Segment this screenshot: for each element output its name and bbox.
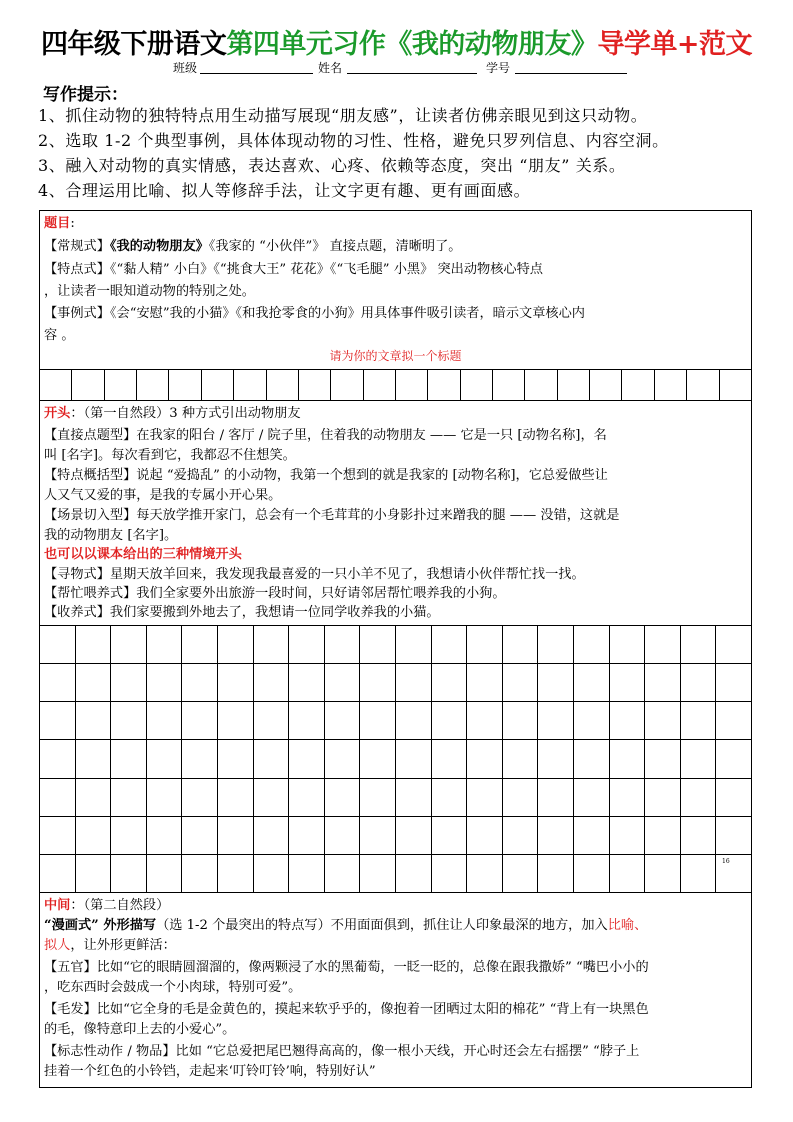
grid-row[interactable] — [40, 778, 752, 816]
grid-cell[interactable] — [111, 778, 147, 816]
grid-cell[interactable] — [431, 778, 467, 816]
grid-cell[interactable] — [557, 370, 589, 401]
grid-cell[interactable] — [680, 778, 716, 816]
grid-cell[interactable] — [431, 626, 467, 664]
grid-cell[interactable] — [266, 370, 298, 401]
grid-cell[interactable] — [111, 664, 147, 702]
grid-cell[interactable] — [573, 740, 609, 778]
grid-cell[interactable] — [217, 664, 253, 702]
opening-line-2: 叫 [名字]。每次看到它，我都忍不住想笑。 — [44, 448, 296, 463]
grid-cell[interactable] — [680, 664, 716, 702]
grid-cell[interactable] — [253, 778, 289, 816]
opening-line-6: 我的动物朋友 [名字]。 — [44, 528, 178, 543]
grid-cell[interactable] — [75, 664, 111, 702]
grid-cell[interactable] — [395, 702, 431, 740]
grid-cell[interactable] — [360, 854, 396, 892]
grid-cell[interactable] — [182, 626, 218, 664]
grid-cell[interactable] — [609, 626, 645, 664]
grid-cell[interactable] — [111, 740, 147, 778]
grid-cell[interactable] — [716, 816, 752, 854]
fur-line-1: 【毛发】比如“它全身的毛是金黄色的，摸起来软乎乎的，像抱着一团晒过太阳的棉花” “背上有一块黑色 — [44, 1002, 649, 1017]
grid-cell[interactable] — [360, 626, 396, 664]
grid-cell[interactable] — [395, 854, 431, 892]
grid-cell[interactable] — [573, 854, 609, 892]
topic-line-4: 【事例式】《会“安慰”我的小猫》《和我抢零食的小狗》用具体事件吸引读者，暗示文章核心内 — [44, 306, 585, 321]
grid-cell[interactable] — [502, 816, 538, 854]
grid-cell[interactable] — [680, 740, 716, 778]
grid-cell[interactable] — [324, 854, 360, 892]
grid-cell[interactable] — [502, 626, 538, 664]
grid-cell[interactable] — [289, 740, 325, 778]
grid-cell[interactable] — [573, 702, 609, 740]
grid-cell[interactable] — [40, 370, 72, 401]
scenario-3: 【收养式】我们家要搬到外地去了，我想请一位同学收养我的小猫。 — [44, 605, 440, 620]
alt-opening-heading: 也可以以课本给出的三种情境开头 — [44, 547, 242, 562]
grid-cell[interactable] — [40, 626, 76, 664]
grid-cell[interactable] — [538, 816, 574, 854]
grid-cell[interactable] — [645, 740, 681, 778]
grid-cell[interactable] — [324, 626, 360, 664]
grid-cell[interactable] — [622, 370, 654, 401]
grid-cell[interactable] — [253, 626, 289, 664]
grid-cell[interactable] — [75, 778, 111, 816]
grid-cell[interactable] — [395, 740, 431, 778]
grid-cell[interactable] — [467, 740, 503, 778]
grid-cell[interactable] — [654, 370, 686, 401]
middle-heading: 中间：（第二自然段） — [44, 898, 170, 913]
grid-cell[interactable] — [609, 778, 645, 816]
grid-cell[interactable] — [467, 778, 503, 816]
grid-cell[interactable] — [75, 854, 111, 892]
grid-cell[interactable] — [395, 370, 427, 401]
grid-cell[interactable] — [573, 664, 609, 702]
title-unit: 第四单元习作《我的动物朋友》 — [226, 29, 598, 60]
grid-cell[interactable] — [467, 664, 503, 702]
grid-cell[interactable] — [609, 740, 645, 778]
name-label: 姓名 — [318, 61, 343, 75]
grid-cell[interactable] — [360, 702, 396, 740]
grid-cell[interactable] — [104, 370, 136, 401]
grid-cell[interactable] — [609, 854, 645, 892]
tip-2: 2、选取 1-2 个典型事例，具体体现动物的习性、性格，避免只罗列信息、内容空洞。 — [38, 131, 669, 150]
grid-cell[interactable] — [40, 816, 76, 854]
grid-cell[interactable] — [75, 702, 111, 740]
grid-cell[interactable] — [525, 370, 557, 401]
grid-cell[interactable] — [395, 778, 431, 816]
grid-cell[interactable] — [217, 854, 253, 892]
grid-cell[interactable] — [645, 626, 681, 664]
action-line-1: 【标志性动作 / 物品】比如 “它总爱把尾巴翘得高高的，像一根小天线，开心时还会左右摇摆” “脖子上 — [44, 1044, 640, 1059]
grid-cell[interactable] — [331, 370, 363, 401]
grid-cell[interactable] — [253, 816, 289, 854]
grid-cell[interactable] — [146, 854, 182, 892]
grid-row[interactable] — [40, 702, 752, 740]
grid-cell[interactable] — [360, 740, 396, 778]
grid-cell[interactable] — [467, 854, 503, 892]
tip-1: 1、抓住动物的独特特点用生动描写展现“朋友感”，让读者仿佛亲眼见到这只动物。 — [38, 106, 648, 125]
grid-cell[interactable] — [493, 370, 525, 401]
grid-cell[interactable] — [360, 664, 396, 702]
grid-cell[interactable] — [75, 740, 111, 778]
grid-cell[interactable] — [146, 626, 182, 664]
grid-row[interactable] — [40, 664, 752, 702]
class-field[interactable] — [200, 73, 313, 74]
title-writing-grid[interactable] — [39, 369, 752, 401]
grid-count-note: 16 — [722, 858, 730, 865]
grid-cell[interactable] — [72, 370, 104, 401]
grid-cell[interactable] — [716, 664, 752, 702]
topic-line-3: ，让读者一眼知道动物的特别之处。 — [44, 284, 255, 299]
grid-cell[interactable] — [75, 626, 111, 664]
grid-cell[interactable] — [146, 702, 182, 740]
grid-cell[interactable] — [716, 626, 752, 664]
grid-cell[interactable] — [182, 816, 218, 854]
grid-cell[interactable] — [502, 702, 538, 740]
opening-heading: 开头：（第一自然段）3 种方式引出动物朋友 — [44, 406, 301, 421]
id-field[interactable] — [515, 73, 627, 74]
grid-cell[interactable] — [431, 816, 467, 854]
grid-cell[interactable] — [502, 854, 538, 892]
grid-row[interactable] — [40, 626, 752, 664]
grid-cell[interactable] — [428, 370, 460, 401]
opening-section — [39, 400, 752, 626]
tips-heading: 写作提示： — [43, 85, 128, 105]
grid-cell[interactable] — [395, 816, 431, 854]
page-title — [0, 22, 793, 61]
grid-cell[interactable] — [716, 740, 752, 778]
grid-cell[interactable] — [253, 702, 289, 740]
appearance-heading-cont: 拟人，让外形更鲜活： — [44, 938, 176, 953]
grid-cell[interactable] — [609, 702, 645, 740]
grid-cell[interactable] — [289, 702, 325, 740]
grid-cell[interactable] — [253, 664, 289, 702]
tip-4: 4、合理运用比喻、拟人等修辞手法，让文字更有趣、更有画面感。 — [38, 181, 531, 200]
grid-row[interactable] — [40, 816, 752, 854]
opening-line-1: 【直接点题型】在我家的阳台 / 客厅 / 院子里，住着我的动物朋友 —— 它是一只 [动物名称]，名 — [44, 428, 607, 443]
grid-cell[interactable] — [146, 816, 182, 854]
grid-cell[interactable] — [217, 702, 253, 740]
grid-cell[interactable] — [324, 664, 360, 702]
grid-cell[interactable] — [467, 702, 503, 740]
grid-cell[interactable] — [324, 702, 360, 740]
grid-cell[interactable] — [146, 740, 182, 778]
grid-cell[interactable] — [111, 816, 147, 854]
grid-cell[interactable] — [680, 702, 716, 740]
grid-cell[interactable] — [289, 626, 325, 664]
grid-cell[interactable] — [645, 854, 681, 892]
id-label: 学号 — [486, 61, 511, 75]
grid-cell[interactable] — [573, 626, 609, 664]
grid-cell[interactable] — [395, 626, 431, 664]
features-line-2: ，吃东西时会鼓成一个小肉球，特别可爱”。 — [44, 980, 302, 995]
grid-cell[interactable] — [538, 702, 574, 740]
class-label: 班级 — [173, 61, 198, 75]
middle-section — [39, 892, 752, 1088]
grid-cell[interactable] — [467, 816, 503, 854]
grid-cell[interactable] — [573, 816, 609, 854]
topic-section — [39, 210, 752, 370]
grid-row[interactable] — [40, 740, 752, 778]
grid-cell[interactable] — [502, 664, 538, 702]
grid-cell[interactable] — [360, 816, 396, 854]
grid-cell[interactable] — [502, 778, 538, 816]
grid-cell[interactable] — [146, 664, 182, 702]
grid-cell[interactable] — [298, 370, 330, 401]
grid-cell[interactable] — [590, 370, 622, 401]
grid-cell[interactable] — [40, 854, 76, 892]
appearance-heading: “漫画式” 外形描写（选 1-2 个最突出的特点写）不用面面俱到，抓住让人印象最深的地方，加入比喻、 — [44, 918, 648, 933]
grid-cell[interactable] — [431, 664, 467, 702]
grid-cell[interactable] — [431, 740, 467, 778]
grid-cell[interactable] — [573, 778, 609, 816]
grid-cell[interactable] — [460, 370, 492, 401]
grid-cell[interactable] — [40, 702, 76, 740]
grid-cell[interactable] — [538, 664, 574, 702]
grid-cell[interactable] — [217, 778, 253, 816]
grid-cell[interactable] — [40, 664, 76, 702]
grid-cell[interactable] — [182, 778, 218, 816]
grid-cell[interactable] — [680, 854, 716, 892]
grid-cell[interactable] — [687, 370, 719, 401]
grid-cell[interactable] — [538, 854, 574, 892]
grid-cell[interactable] — [234, 370, 266, 401]
grid-cell[interactable] — [538, 740, 574, 778]
opening-writing-grid[interactable] — [39, 625, 752, 893]
grid-cell[interactable] — [253, 740, 289, 778]
grid-cell[interactable] — [182, 740, 218, 778]
grid-cell[interactable] — [40, 778, 76, 816]
grid-cell[interactable] — [363, 370, 395, 401]
features-line-1: 【五官】比如“它的眼睛圆溜溜的，像两颗浸了水的黑葡萄，一眨一眨的，总像在跟我撒娇” “嘴巴小小的 — [44, 960, 649, 975]
title-type: 导学单+范文 — [597, 29, 753, 60]
grid-cell[interactable] — [111, 702, 147, 740]
title-grade: 四年级下册语文 — [40, 29, 227, 60]
fur-line-2: 的毛，像特意印上去的小爱心”。 — [44, 1022, 236, 1037]
grid-cell[interactable] — [467, 626, 503, 664]
grid-cell[interactable] — [609, 664, 645, 702]
grid-cell[interactable] — [75, 816, 111, 854]
grid-cell[interactable] — [182, 702, 218, 740]
opening-line-5: 【场景切入型】每天放学推开家门，总会有一个毛茸茸的小身影扑过来蹭我的腿 —— 没错，这就是 — [44, 508, 620, 523]
topic-line-1: 【常规式】《我的动物朋友》《我家的 “小伙伴”》 直接点题，清晰明了。 — [44, 239, 462, 254]
grid-cell[interactable] — [217, 816, 253, 854]
grid-cell[interactable] — [289, 778, 325, 816]
scenario-1: 【寻物式】星期天放羊回来，我发现我最喜爱的一只小羊不见了，我想请小伙伴帮忙找一找。 — [44, 567, 585, 582]
grid-cell[interactable] — [645, 702, 681, 740]
grid-cell[interactable] — [680, 626, 716, 664]
grid-cell[interactable] — [538, 626, 574, 664]
grid-cell[interactable] — [716, 778, 752, 816]
grid-cell[interactable] — [645, 816, 681, 854]
grid-cell[interactable] — [217, 740, 253, 778]
grid-cell[interactable] — [719, 370, 751, 401]
grid-cell[interactable] — [502, 740, 538, 778]
grid-cell[interactable] — [716, 702, 752, 740]
grid-cell[interactable] — [182, 854, 218, 892]
grid-cell[interactable] — [40, 740, 76, 778]
grid-cell[interactable] — [360, 778, 396, 816]
grid-cell[interactable] — [201, 370, 233, 401]
grid-cell[interactable] — [111, 854, 147, 892]
grid-cell[interactable] — [431, 854, 467, 892]
grid-cell[interactable] — [680, 816, 716, 854]
grid-cell[interactable] — [289, 854, 325, 892]
grid-cell[interactable] — [324, 816, 360, 854]
grid-cell[interactable] — [137, 370, 169, 401]
opening-line-3: 【特点概括型】说起 “爱捣乱” 的小动物，我第一个想到的就是我家的 [动物名称]，它总爱做些让 — [44, 468, 608, 483]
grid-cell[interactable] — [609, 816, 645, 854]
topic-line-5: 容 。 — [44, 328, 75, 343]
grid-cell[interactable] — [111, 626, 147, 664]
grid-cell[interactable] — [169, 370, 201, 401]
title-prompt: 请为你的文章拟一个标题 — [329, 349, 462, 363]
grid-cell[interactable] — [324, 778, 360, 816]
grid-cell[interactable] — [395, 664, 431, 702]
grid-cell[interactable] — [289, 816, 325, 854]
opening-line-4: 人又气又爱的事，是我的专属小开心果。 — [44, 488, 282, 503]
grid-cell[interactable] — [289, 664, 325, 702]
scenario-2: 【帮忙喂养式】我们全家要外出旅游一段时间，只好请邻居帮忙喂养我的小狗。 — [44, 586, 506, 601]
grid-cell[interactable] — [182, 664, 218, 702]
tip-3: 3、融入对动物的真实情感，表达喜欢、心疼、依赖等态度，突出 “朋友” 关系。 — [38, 156, 626, 175]
grid-row[interactable] — [40, 370, 752, 401]
grid-cell[interactable] — [645, 778, 681, 816]
grid-cell[interactable] — [645, 664, 681, 702]
grid-cell[interactable] — [217, 626, 253, 664]
name-field[interactable] — [347, 73, 477, 74]
grid-cell[interactable] — [253, 854, 289, 892]
action-line-2: 挂着一个红色的小铃铛，走起来‘叮铃叮铃’响，特别好认” — [44, 1064, 376, 1079]
grid-cell[interactable] — [431, 702, 467, 740]
grid-cell[interactable] — [324, 740, 360, 778]
topic-line-2: 【特点式】《“黏人精” 小白》《“挑食大王” 花花》《“飞毛腿” 小黑》 突出动物核心特点 — [44, 262, 543, 277]
topic-heading: 题目: — [44, 216, 75, 231]
grid-row[interactable] — [40, 854, 752, 892]
grid-cell[interactable] — [146, 778, 182, 816]
grid-cell[interactable] — [538, 778, 574, 816]
